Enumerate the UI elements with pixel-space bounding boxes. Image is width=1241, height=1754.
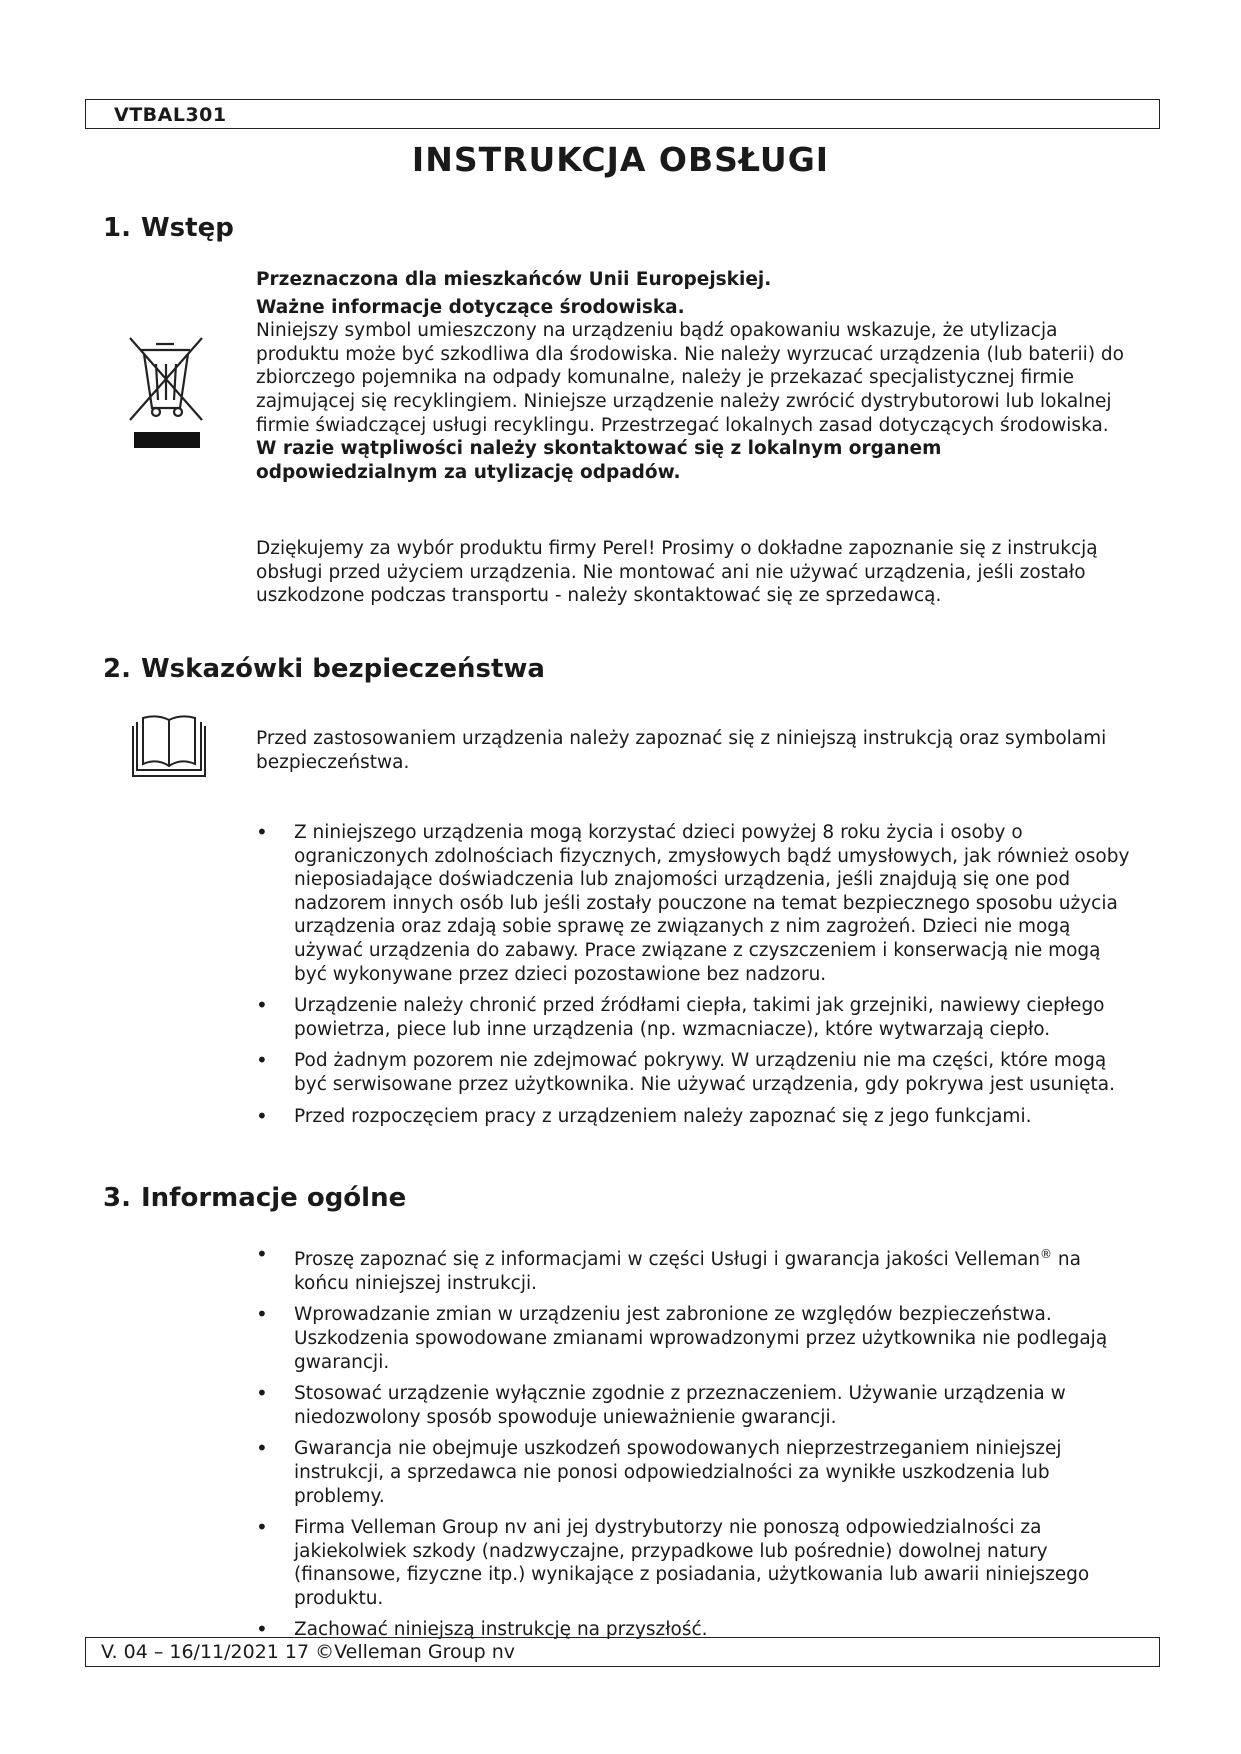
header-box	[85, 99, 1160, 129]
doubt-text: W razie wątpliwości należy skontaktować się z lokalnym organem odpowiedzialnym za utylizację odpadów.	[256, 438, 942, 483]
section-3-title-text: Informacje ogólne	[141, 1183, 407, 1213]
list-item: • Wprowadzanie zmian w urządzeniu jest zabronione ze względów bezpieczeństwa. Uszkodzenia spowodowane zmianami wprowadzonymi przez użytkownika nie podlegają gwarancji.	[256, 1303, 1136, 1374]
list-item: • Zachować niniejszą instrukcję na przyszłość.	[256, 1618, 1136, 1642]
section-1-title-text: Wstęp	[141, 213, 234, 243]
list-item: • Przed rozpoczęciem pracy z urządzeniem należy zapoznać się z jego funkcjami.	[256, 1105, 1136, 1129]
thanks-text: Dziękujemy za wybór produktu firmy Perel! Prosimy o dokładne zapoznanie się z instrukcją obsługi przed użyciem urządzenia. Nie montować ani nie używać urządzenia, jeśli zostało uszkodzone podczas transportu - należy skontaktować się ze sprzedawcą.	[256, 538, 1098, 607]
list-item	[256, 1243, 1136, 1295]
section-1-content	[256, 268, 1126, 484]
list-item: • Urządzenie należy chronić przed źródłami ciepła, takimi jak grzejniki, nawiewy ciepłego powietrza, piece lub inne urządzenia (np. wzmacniacze), które wytwarzają ciepło.	[256, 994, 1136, 1041]
section-1-title	[103, 213, 234, 243]
eu-notice: Przeznaczona dla mieszkańców Unii Europejskiej.	[256, 269, 772, 290]
footer-box	[85, 1637, 1160, 1667]
section-2-number: 2.	[103, 654, 131, 684]
list-item: • Firma Velleman Group nv ani jej dystrybutorzy nie ponoszą odpowiedzialności za jakiekolwiek szkody (nadzwyczajne, przypadkowe lub pośrednie) dowolnej natury (finansowe, fizyczne itp.) wynikające z posiadania, użytkowania lub awarii niniejszego produktu.	[256, 1516, 1136, 1610]
section-2-title	[103, 654, 545, 684]
read-manual-book-icon	[131, 712, 207, 782]
list-item: • Pod żadnym pozorem nie zdejmować pokrywy. W urządzeniu nie ma części, które mogą być serwisowane przez użytkownika. Nie używać urządzenia, gdy pokrywa jest usunięta.	[256, 1049, 1136, 1096]
model-number: VTBAL301	[114, 104, 227, 126]
thanks-block	[256, 537, 1126, 608]
read-instructions-text: Przed zastosowaniem urządzenia należy zapoznać się z niniejszą instrukcją oraz symbolami bezpieczeństwa.	[256, 728, 1107, 773]
footer-text: V. 04 – 16/11/2021 17 ©Velleman Group nv	[101, 1641, 516, 1663]
env-heading: Ważne informacje dotyczące środowiska.	[256, 296, 685, 318]
list-item-text-end: na końcu niniejszej instrukcji.	[294, 1249, 1081, 1294]
section-1-number: 1.	[103, 213, 131, 243]
page-title: INSTRUKCJA OBSŁUGI	[411, 140, 830, 179]
read-instructions-block	[256, 727, 1126, 774]
list-item: • Stosować urządzenie wyłącznie zgodnie z przeznaczeniem. Używanie urządzenia w niedozwolony sposób spowoduje unieważnienie gwarancji.	[256, 1382, 1136, 1429]
safety-list	[256, 821, 1136, 1136]
weee-crossed-bin-icon	[126, 334, 206, 458]
general-info-list	[256, 1243, 1136, 1650]
list-item-text: Proszę zapoznać się z informacjami w części Usługi i gwarancja jakości Velleman	[294, 1249, 1041, 1271]
section-3-number: 3.	[103, 1183, 131, 1213]
list-item: • Gwarancja nie obejmuje uszkodzeń spowodowanych nieprzestrzeganiem niniejszej instrukcji, a sprzedawca nie ponosi odpowiedzialności za wynikłe uszkodzenia lub problemy.	[256, 1437, 1136, 1508]
section-3-title	[103, 1183, 406, 1213]
registered-mark: ®	[1040, 1247, 1053, 1261]
env-text: Niniejszy symbol umieszczony na urządzeniu bądź opakowaniu wskazuje, że utylizacja produktu może być szkodliwa dla środowiska. Nie należy wyrzucać urządzenia (lub baterii) do zbiorczego pojemnika na odpady komunalne, należy je przekazać specjalistycznej firmie zajmującej się recyklingiem. Niniejsze urządzenie należy zwrócić dystrybutorowi lub lokalnej firmie świadczącej usługi recyklingu. Przestrzegać lokalnych zasad dotyczących środowiska.	[256, 320, 1124, 436]
list-item: • Z niniejszego urządzenia mogą korzystać dzieci powyżej 8 roku życia i osoby o ograniczonych zdolnościach fizycznych, zmysłowych bądź umysłowych, jak również osoby nieposiadające doświadczenia lub znajomości urządzenia, jeśli znajdują się one pod nadzorem innych osób lub jeśli zostały pouczone na temat bezpiecznego sposobu użycia urządzenia oraz zdają sobie sprawę ze związanych z nim zagrożeń. Dzieci nie mogą używać urządzenia do zabawy. Prace związane z czyszczeniem i konserwacją nie mogą być wykonywane przez dzieci pozostawione bez nadzoru.	[256, 821, 1136, 986]
section-2-title-text: Wskazówki bezpieczeństwa	[141, 654, 545, 684]
